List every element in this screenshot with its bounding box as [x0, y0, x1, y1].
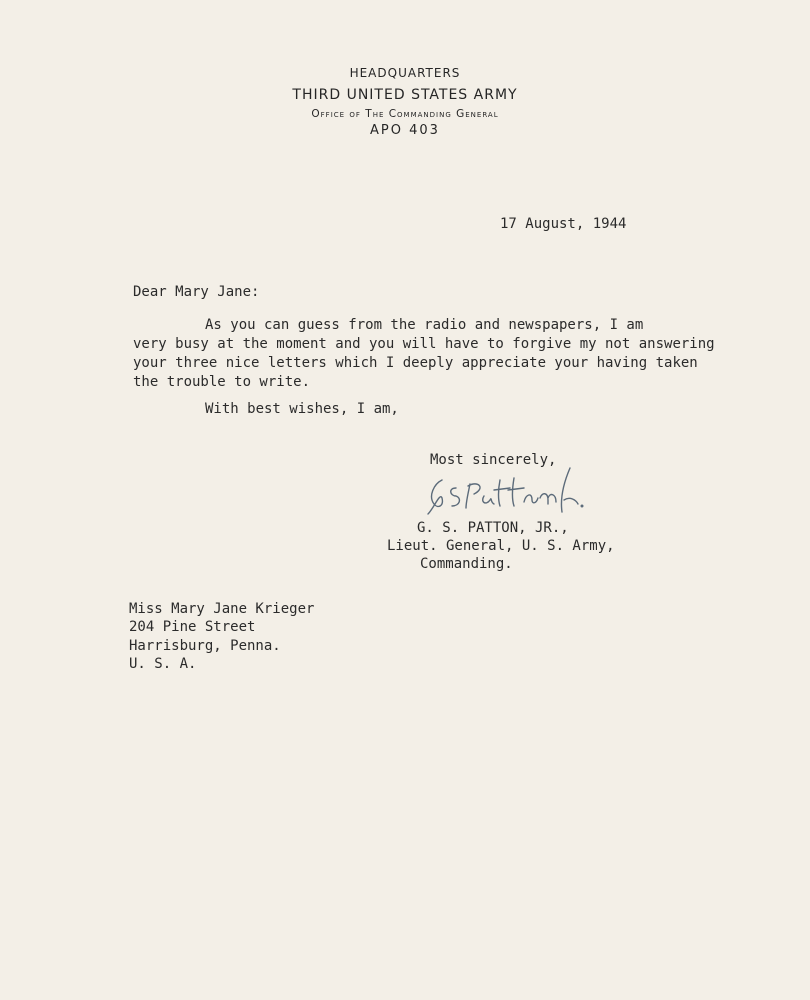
recipient-city: Harrisburg, Penna.	[129, 638, 281, 654]
salutation: Dear Mary Jane:	[133, 284, 260, 300]
closing-wishes: With best wishes, I am,	[205, 401, 399, 417]
letterhead-office: Office of The Commanding General	[311, 108, 499, 120]
letter-date: 17 August, 1944	[500, 216, 627, 232]
body-line: As you can guess from the radio and newspapers, I am	[205, 317, 644, 333]
body-line: very busy at the moment and you will have to forgive my not answering	[133, 336, 715, 352]
signature-rank: Lieut. General, U. S. Army,	[387, 538, 615, 554]
recipient-street: 204 Pine Street	[129, 619, 256, 635]
signature-title: Commanding.	[420, 556, 513, 572]
signature-name: G. S. PATTON, JR.,	[417, 520, 569, 536]
handwritten-signature	[420, 462, 600, 522]
letterhead-headquarters: HEADQUARTERS	[349, 66, 461, 80]
letterhead-army: THIRD UNITED STATES ARMY	[292, 87, 518, 103]
body-line: your three nice letters which I deeply appreciate your having taken	[133, 355, 698, 371]
recipient-country: U. S. A.	[129, 656, 197, 672]
recipient-name: Miss Mary Jane Krieger	[129, 601, 315, 617]
letterhead-apo: APO 403	[370, 123, 440, 138]
complimentary-close: Most sincerely,	[430, 452, 557, 468]
body-line: the trouble to write.	[133, 374, 311, 390]
